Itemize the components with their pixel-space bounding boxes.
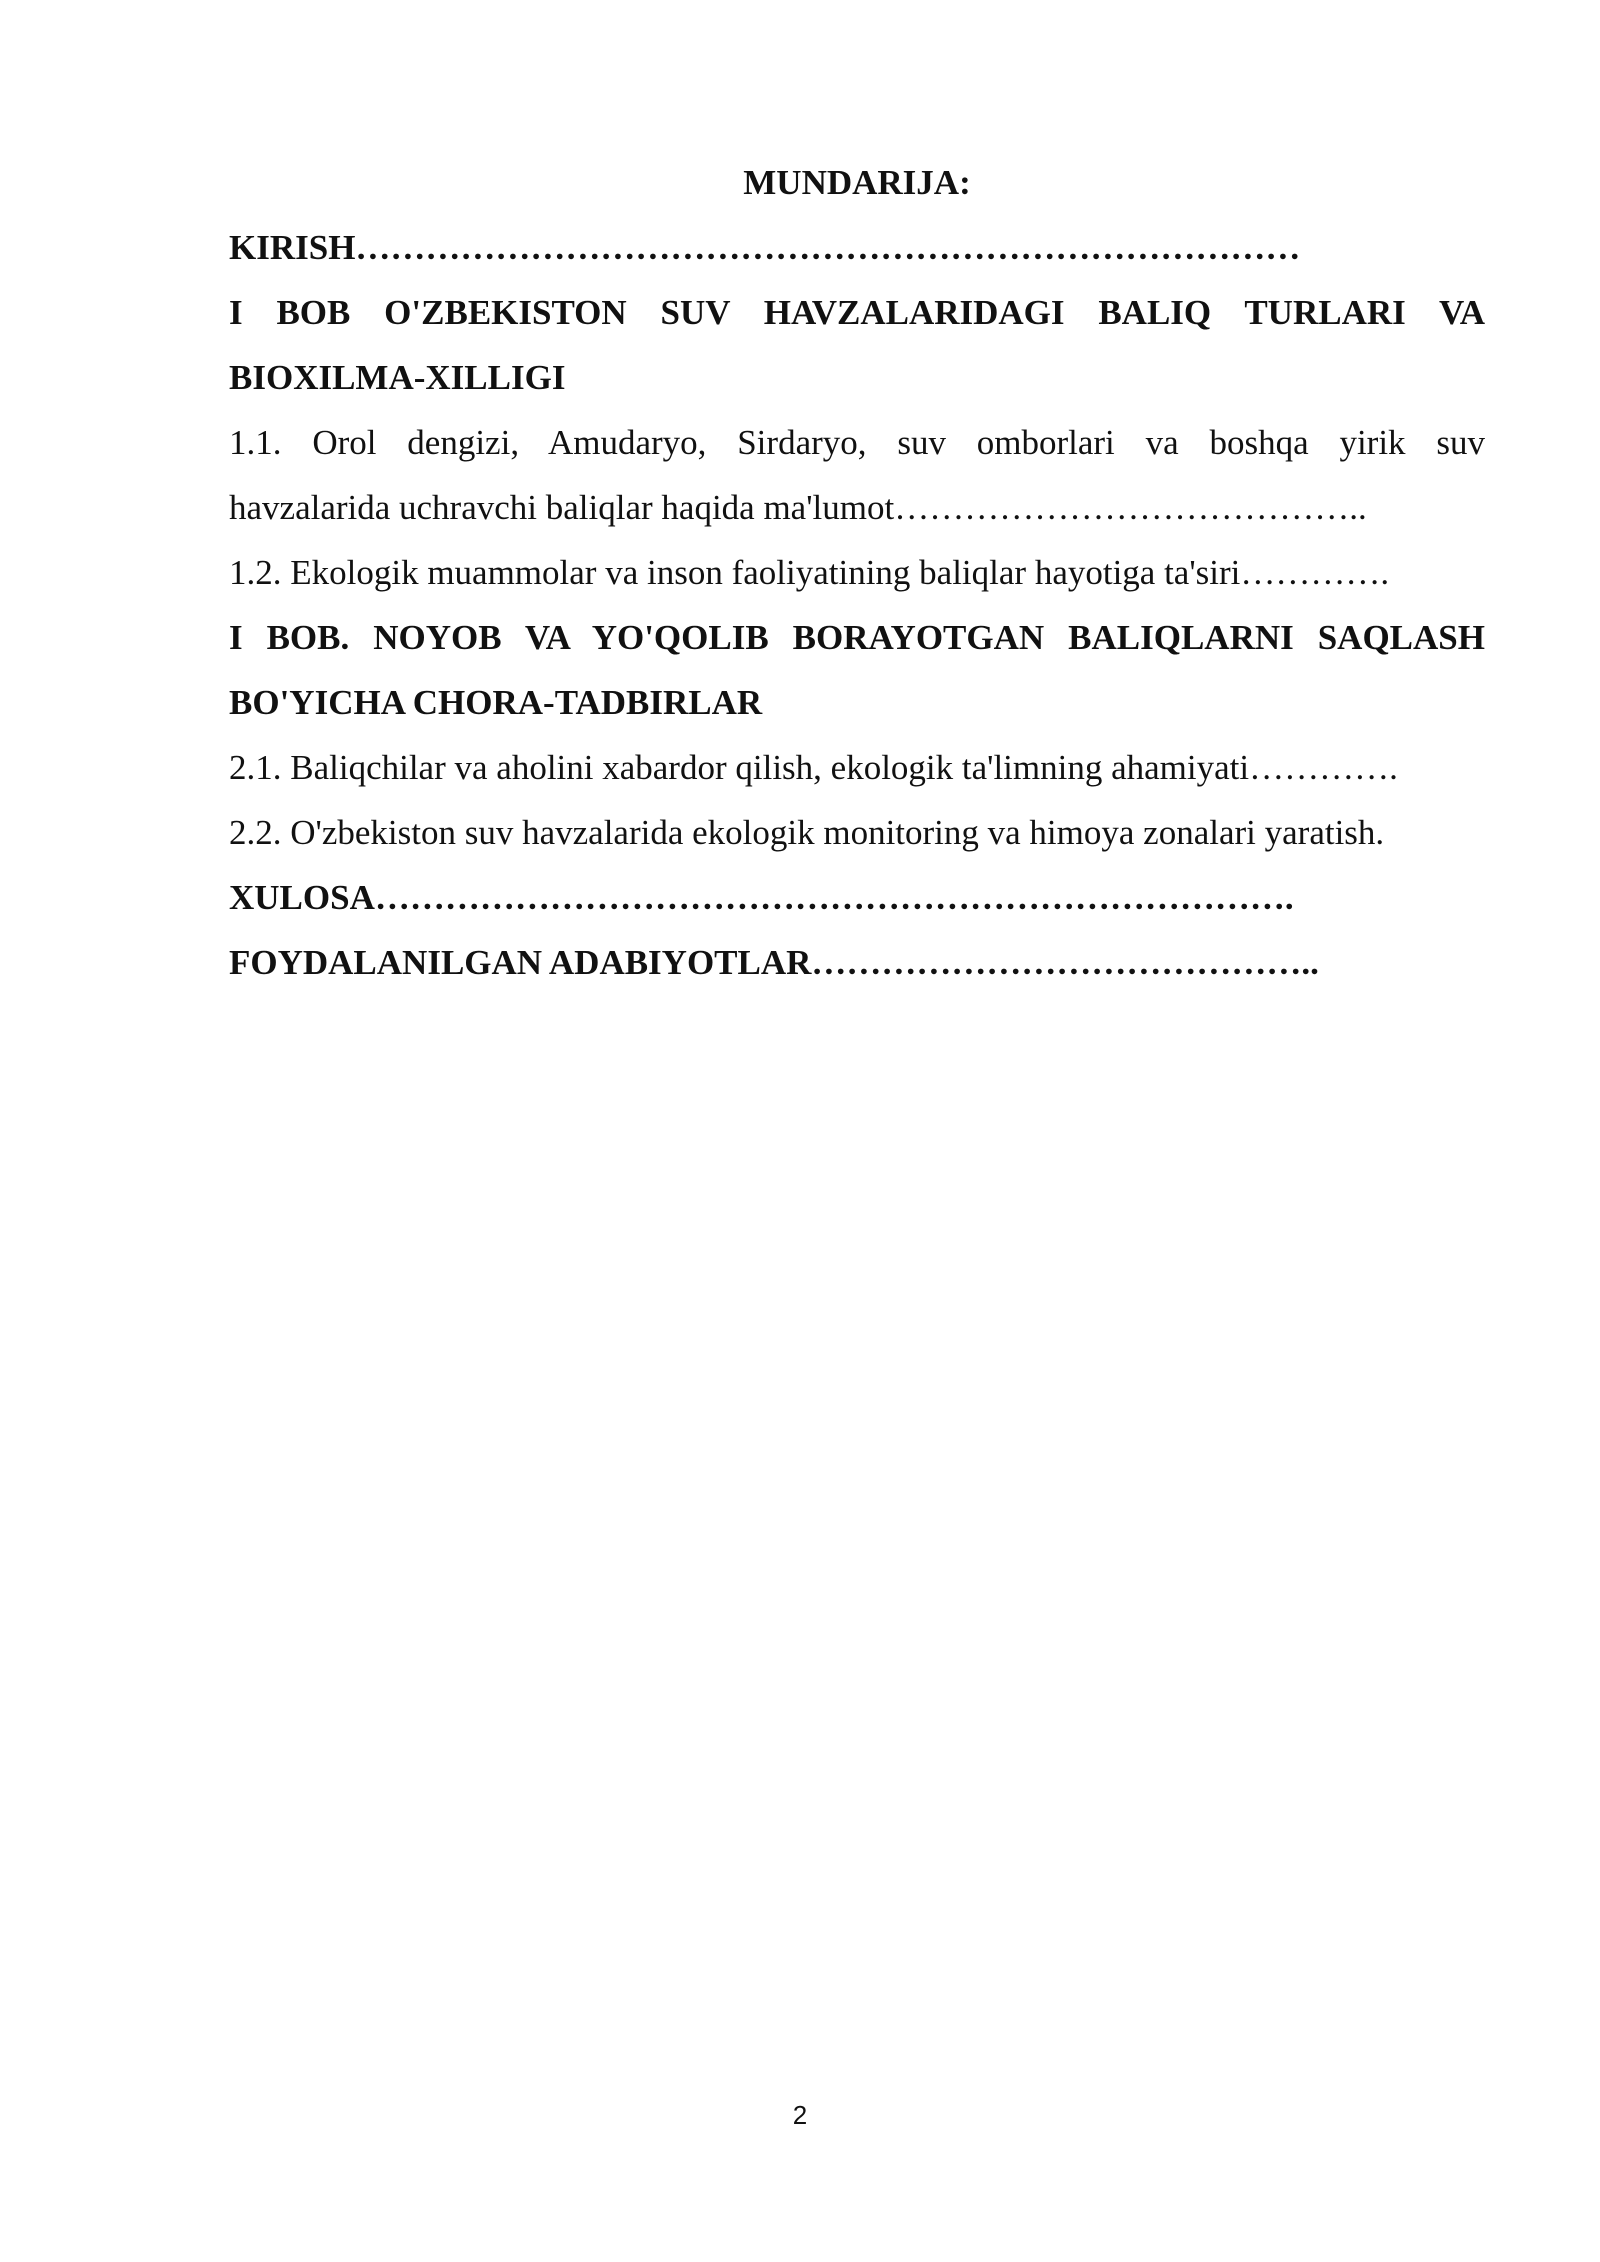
toc-entry-section-1-2: 1.2. Ekologik muammolar va inson faoliyatining baliqlar hayotiga ta'siri…………. [229,553,1390,592]
toc-entry-conclusion: XULOSA……………………………………………………………………. [229,878,1294,917]
toc-entry-references: FOYDALANILGAN ADABIYOTLAR…………………………………….. [229,943,1319,982]
toc-entry-introduction: KIRISH……………………………………………………………………… [229,228,1301,267]
toc-entry-chapter-2 [229,605,1485,735]
toc-entry-chapter-2-line-2: BO'YICHA CHORA-TADBIRLAR [229,683,763,722]
page-number: 2 [792,2100,808,2130]
toc-entry-chapter-1 [229,280,1485,410]
toc-entry-section-1-1 [229,410,1485,540]
toc-entry-section-1-1-line-1: 1.1. Orol dengizi, Amudaryo, Sirdaryo, suv omborlari va boshqa yirik suv [229,423,1485,462]
toc-entry-chapter-1-line-1: I BOB O'ZBEKISTON SUV HAVZALARIDAGI BALIQ TURLARI VA [229,293,1485,332]
toc-entry-chapter-2-line-1: I BOB. NOYOB VA YO'QOLIB BORAYOTGAN BALIQLARNI SAQLASH [229,618,1485,657]
toc-entry-chapter-1-line-2: BIOXILMA-XILLIGI [229,358,566,397]
toc-entry-section-1-1-line-2: havzalarida uchravchi baliqlar haqida ma'lumot………………………………….. [229,488,1367,527]
table-of-contents [229,150,1485,995]
toc-entry-section-2-1: 2.1. Baliqchilar va aholini xabardor qilish, ekologik ta'limning ahamiyati…………. [229,748,1398,787]
toc-entry-section-2-2: 2.2. O'zbekiston suv havzalarida ekologik monitoring va himoya zonalari yaratish. [229,813,1385,852]
toc-title: MUNDARIJA: [743,163,971,202]
